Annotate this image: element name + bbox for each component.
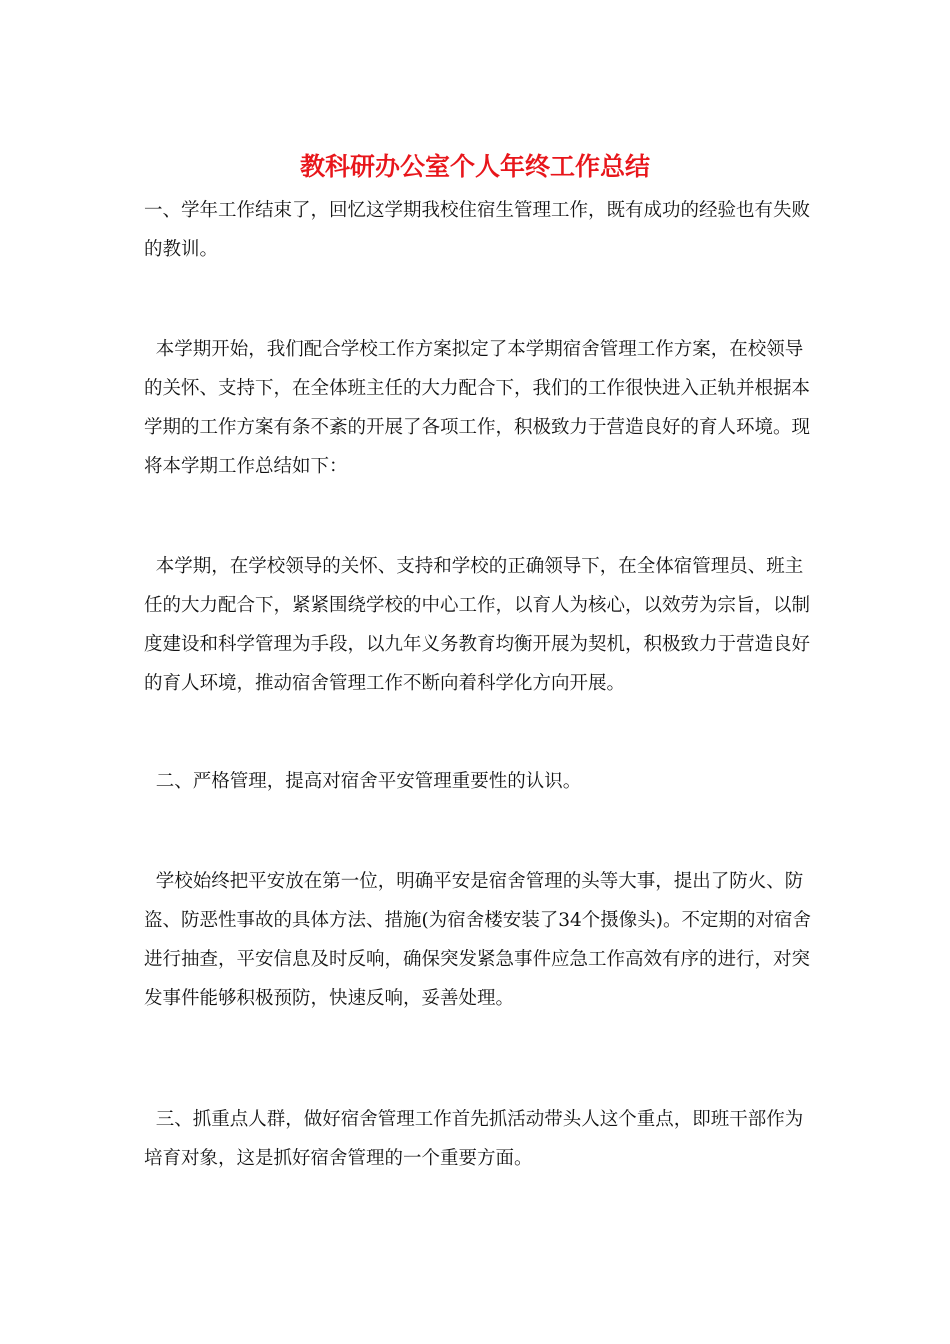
paragraph-5: 学校始终把平安放在第一位，明确平安是宿舍管理的头等大事，提出了防火、防盗、防恶性事故的具体方法、措施(为宿舍楼安装了34个摄像头)。不定期的对宿舍进行抽查，平安信息及时反响，确保突发紧急事件应急工作高效有序的进行，对突发事件能够积极预防，快速反响，妥善处理。: [144, 871, 811, 1009]
paragraph-4: 二、严格管理，提高对宿舍平安管理重要性的认识。: [144, 771, 582, 792]
paragraph-6: 三、抓重点人群，做好宿舍管理工作首先抓活动带头人这个重点，即班干部作为培育对象，这是抓好宿舍管理的一个重要方面。: [144, 1109, 804, 1169]
paragraph-2: 本学期开始，我们配合学校工作方案拟定了本学期宿舍管理工作方案，在校领导的关怀、支持下，在全体班主任的大力配合下，我们的工作很快进入正轨并根据本学期的工作方案有条不紊的开展了各项工作，积极致力于营造良好的育人环境。现将本学期工作总结如下：: [144, 339, 811, 477]
paragraph-1: 一、学年工作结束了，回忆这学期我校住宿生管理工作，既有成功的经验也有失败的教训。: [144, 200, 811, 260]
paragraph-3: 本学期，在学校领导的关怀、支持和学校的正确领导下，在全体宿管理员、班主任的大力配合下，紧紧围绕学校的中心工作，以育人为核心，以效劳为宗旨，以制度建设和科学管理为手段，以九年义务教育均衡开展为契机，积极致力于营造良好的育人环境，推动宿舍管理工作不断向着科学化方向开展。: [144, 556, 811, 694]
document-title: 教科研办公室个人年终工作总结: [299, 152, 650, 181]
